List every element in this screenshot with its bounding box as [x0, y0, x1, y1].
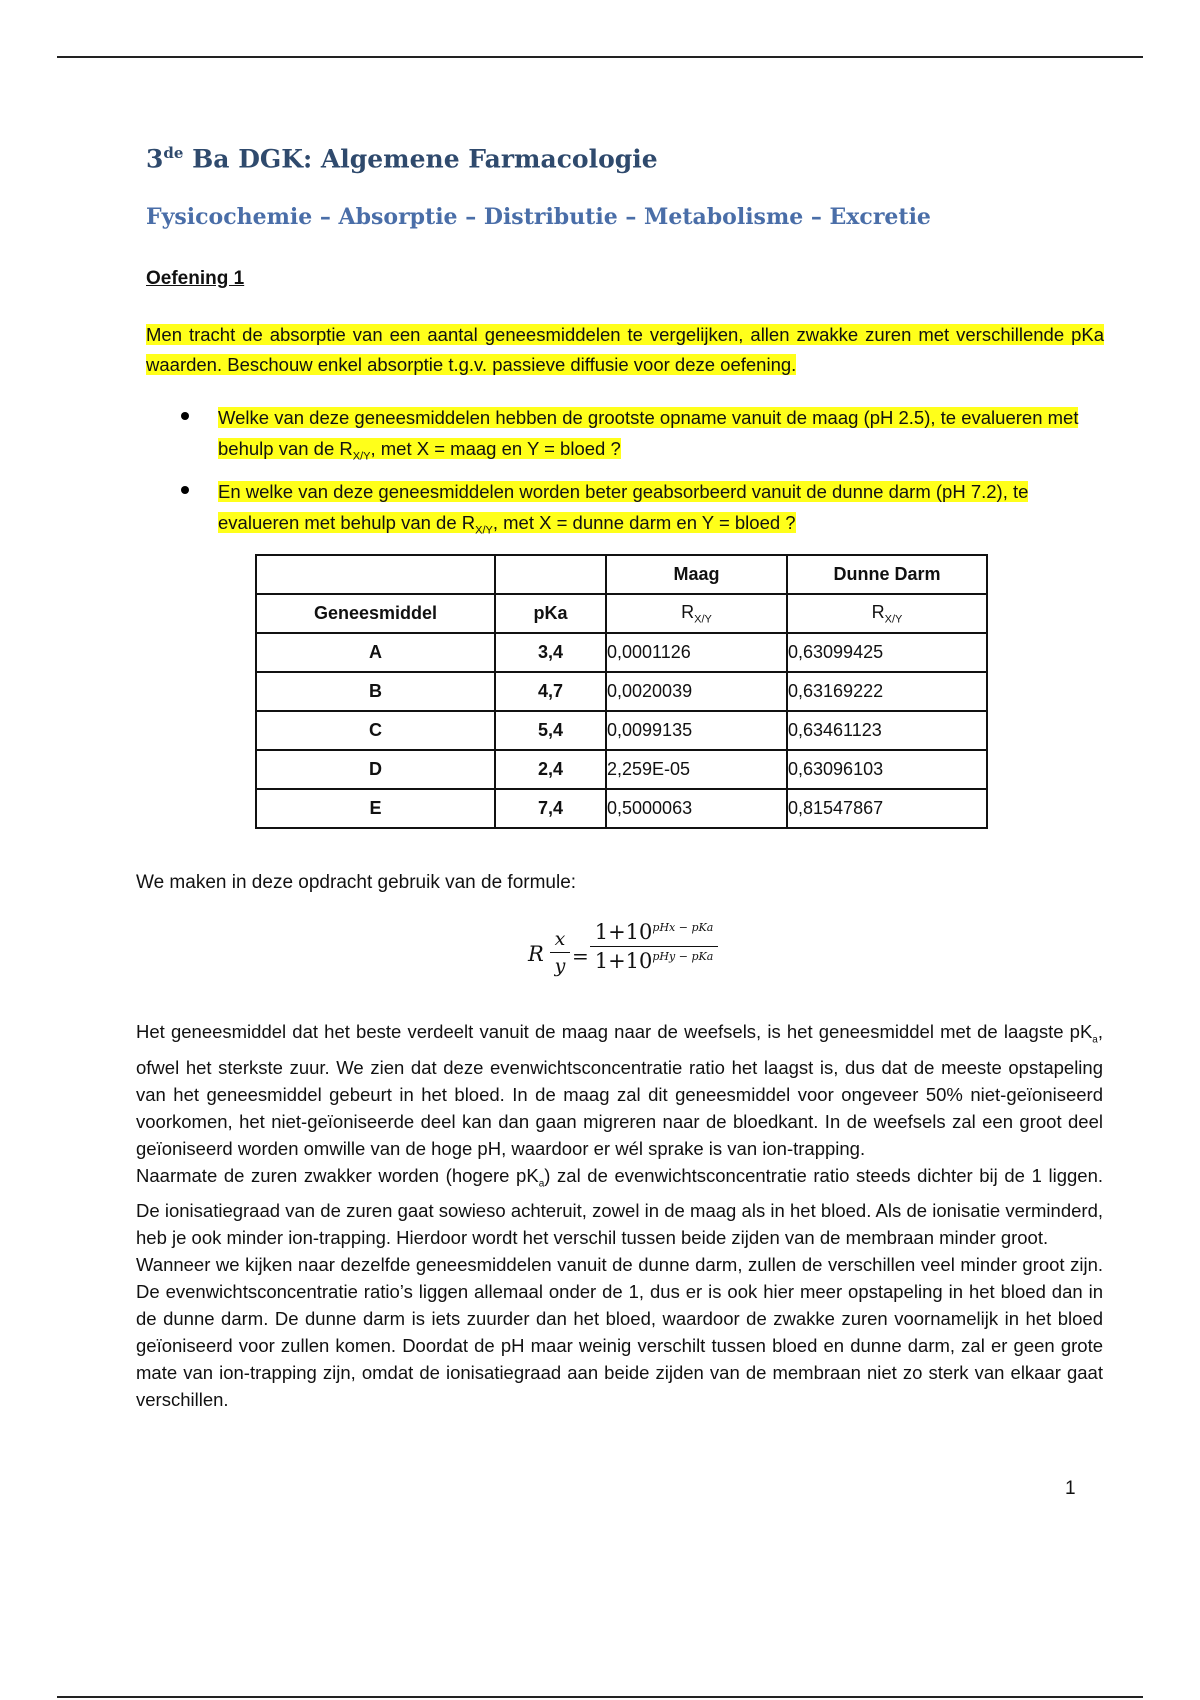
cell-pka: 4,7 — [495, 672, 606, 711]
question-item: En welke van deze geneesmiddelen worden beter geabsorbeerd vanuit de dunne darm (pH 7.2), te evalueren met behulp van de $R_{X/Y}$, met X = dunne darm en Y = bloed ? — [176, 476, 1096, 547]
formula-main-fraction: $1+10^{pHx - pKa}$ $1+10^{pHy - pKa}$ — [590, 920, 718, 973]
table-header-row — [256, 594, 987, 633]
header-r-darm: $R_{X/Y}$ — [787, 594, 987, 633]
header-geneesmiddel: Geneesmiddel — [256, 594, 495, 633]
answer-paragraph: Wanneer we kijken naar dezelfde geneesmiddelen vanuit de dunne darm, zullen de verschillen veel minder groot zijn. De evenwichtsconcentratie ratio’s liggen allemaal onder de 1, dus er is ook hier meer opstapeling in het bloed dan in de dunne darm. De dunne darm is iets zuurder dan het bloed, waardoor de zwakke zuren voornamelijk in het bloed geïoniseerd voor zullen komen. Doordat de pH maar weinig verschilt tussen bloed en dunne darm, zal er geen grote mate van ion-trapping zijn, omdat de ionisatiegraad aan beide zijden van de membraan niet zo sterk van elkaar gaat verschillen. — [136, 1254, 1103, 1411]
cell-darm: 0,63096103 — [787, 750, 987, 789]
header-pka: pKa — [495, 594, 606, 633]
bottom-rule — [57, 1696, 1143, 1698]
table-row — [256, 633, 987, 672]
cell-drug: D — [256, 750, 495, 789]
cell-drug: A — [256, 633, 495, 672]
page-subtitle: Fysicochemie – Absorptie – Distributie – Metabolisme – Excretie — [146, 204, 931, 230]
table-row — [256, 789, 987, 828]
exercise-heading: Oefening 1 — [146, 268, 245, 289]
header-r-maag: $R_{X/Y}$ — [606, 594, 787, 633]
answer-paragraph: Het geneesmiddel dat het beste verdeelt vanuit de maag naar de weefsels, is het geneesmiddel met de laagste $pK_a$, ofwel het sterkste zuur. We zien dat deze evenwichtsconcentratie ratio het laagst is, dus dat de meeste opstapeling van het geneesmiddel gebeurt in het bloed. In de maag zal dit geneesmiddel voor ongeveer 50% niet-geïoniseerd voorkomen, het niet-geïoniseerde deel kan dan gaan migreren naar de bloedkant. In de weefsels zal een groot deel geïoniseerd worden omwille van de hoge pH, waardoor er wél sprake is van ion-trapping. — [136, 1021, 1103, 1159]
header-dunne-darm: Dunne Darm — [787, 555, 987, 594]
page-title: 3de Ba DGK: Algemene Farmacologie — [146, 144, 658, 174]
cell-drug: E — [256, 789, 495, 828]
cell-maag: 0,0099135 — [606, 711, 787, 750]
table-row — [256, 711, 987, 750]
cell-maag: 2,259E-05 — [606, 750, 787, 789]
answer-paragraph: Naarmate de zuren zwakker worden (hogere $pK_a$) zal de evenwichtsconcentratie ratio steeds dichter bij de 1 liggen. De ionisatiegraad van de zuren gaat sowieso achteruit, zowel in de maag als in het bloed. Als de ionisatie verminderd, heb je ook minder ion-trapping. Hierdoor wordt het verschil tussen beide zijden van de membraan minder groot. — [136, 1164, 1103, 1249]
cell-maag: 0,0001126 — [606, 633, 787, 672]
cell-maag: 0,5000063 — [606, 789, 787, 828]
exercise-intro: Men tracht de absorptie van een aantal geneesmiddelen te vergelijken, allen zwakke zuren met verschillende pKa waarden. Beschouw enkel absorptie t.g.v. passieve diffusie voor deze oefening. — [146, 324, 1104, 375]
cell-darm: 0,63461123 — [787, 711, 987, 750]
cell-drug: C — [256, 711, 495, 750]
formula-xy-fraction: x y — [550, 928, 570, 977]
bullet-icon — [181, 412, 189, 420]
ratio-table — [255, 554, 988, 829]
cell-drug: B — [256, 672, 495, 711]
formula-equals: = — [572, 944, 589, 968]
formula-r: R — [528, 942, 544, 966]
page-number: 1 — [1065, 1478, 1076, 1499]
question-item: Welke van deze geneesmiddelen hebben de grootste opname vanuit de maag (pH 2.5), te evalueren met behulp van de $R_{X/Y}$, met X = maag en Y = bloed ? — [176, 402, 1096, 473]
cell-darm: 0,63169222 — [787, 672, 987, 711]
table-group-header-row — [256, 555, 987, 594]
cell-pka: 5,4 — [495, 711, 606, 750]
cell-pka: 2,4 — [495, 750, 606, 789]
header-maag: Maag — [606, 555, 787, 594]
question-list — [176, 402, 1096, 549]
formula-intro: We maken in deze opdracht gebruik van de formule: — [136, 872, 577, 893]
answer-text — [136, 1018, 1103, 1413]
top-rule — [57, 56, 1143, 58]
cell-darm: 0,81547867 — [787, 789, 987, 828]
cell-pka: 3,4 — [495, 633, 606, 672]
table-row — [256, 672, 987, 711]
bullet-icon — [181, 486, 189, 494]
cell-pka: 7,4 — [495, 789, 606, 828]
cell-darm: 0,63099425 — [787, 633, 987, 672]
cell-maag: 0,0020039 — [606, 672, 787, 711]
table-row — [256, 750, 987, 789]
